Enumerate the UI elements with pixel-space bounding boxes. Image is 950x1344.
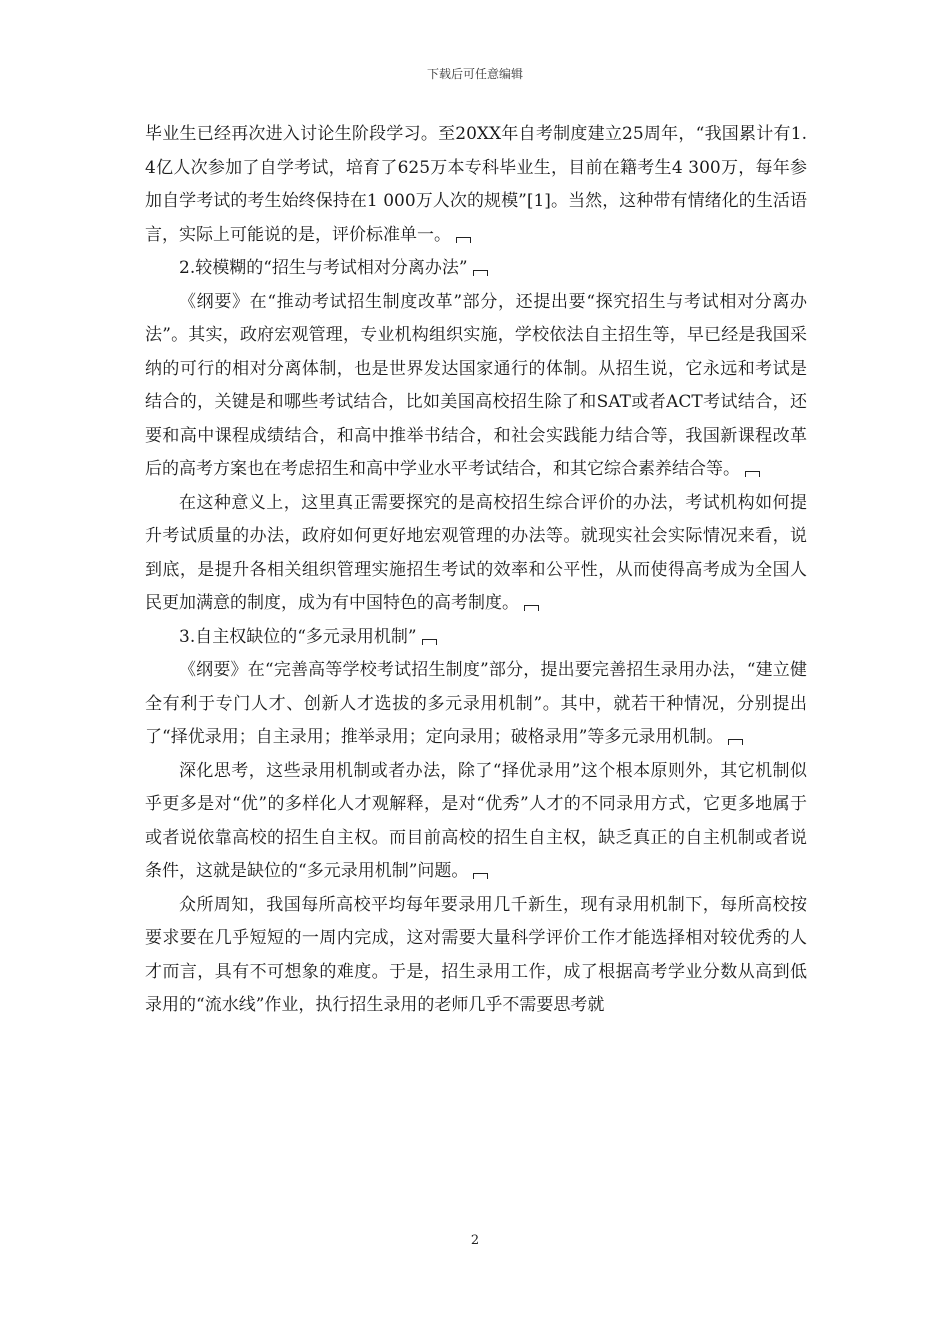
paragraph-mark-icon <box>745 471 760 477</box>
paragraph-mark-icon <box>456 237 471 243</box>
paragraph-text: 在这种意义上，这里真正需要探究的是高校招生综合评价的办法，考试机构如何提升考试质量的办法，政府如何更好地宏观管理的办法等。就现实社会实际情况来看，说到底，是提升各相关组织管理实施招生考试的效率和公平性，从而使得高考成为全国人民更加满意的制度，成为有中国特色的高考制度。 <box>145 492 807 613</box>
heading-text: 3.自主权缺位的“多元录用机制” <box>179 626 417 647</box>
section-heading-3 <box>145 621 807 655</box>
paragraph-mark-icon <box>473 270 488 276</box>
paragraph-6 <box>145 654 807 755</box>
paragraph-text: 毕业生已经再次进入讨论生阶段学习。至20XX年自考制度建立25周年，“我国累计有1.4亿人次参加了自学考试，培育了625万本专科毕业生，目前在籍考生4 300万，每年参加自学考试的考生始终保持在1 000万人次的规模”[1]。当然，这种带有情绪化的生活语言，实际上可能说的是，评价标准单一。 <box>145 124 807 245</box>
paragraph-3 <box>145 286 807 487</box>
paragraph-mark-icon <box>473 873 488 879</box>
paragraph-text: 深化思考，这些录用机制或者办法，除了“择优录用”这个根本原则外，其它机制似乎更多是对“优”的多样化人才观解释，是对“优秀”人才的不同录用方式，它更多地属于或者说依靠高校的招生自主权。而目前高校的招生自主权，缺乏真正的自主机制或者说条件，这就是缺位的“多元录用机制”问题。 <box>145 760 807 881</box>
paragraph-8 <box>145 889 807 1023</box>
document-body <box>145 118 807 1023</box>
paragraph-text: 《纲要》在“完善高等学校考试招生制度”部分，提出要完善招生录用办法，“建立健全有利于专门人才、创新人才选拔的多元录用机制”。其中，就若干种情况，分别提出了“择优录用；自主录用；推举录用；定向录用；破格录用”等多元录用机制。 <box>145 660 807 747</box>
paragraph-1 <box>145 118 807 252</box>
paragraph-text: 众所周知，我国每所高校平均每年要录用几千新生，现有录用机制下，每所高校按要求要在几乎短短的一周内完成，这对需要大量科学评价工作才能选择相对较优秀的人才而言，具有不可想象的难度。于是，招生录用工作，成了根据高考学业分数从高到低录用的“流水线”作业，执行招生录用的老师几乎不需要思考就 <box>145 894 807 1015</box>
page-number: 2 <box>470 1233 480 1248</box>
paragraph-mark-icon <box>524 605 539 611</box>
paragraph-4 <box>145 487 807 621</box>
paragraph-7 <box>145 755 807 889</box>
paragraph-mark-icon <box>728 739 743 745</box>
paragraph-text: 《纲要》在“推动考试招生制度改革”部分，还提出要“探究招生与考试相对分离办法”。其实，政府宏观管理，专业机构组织实施，学校依法自主招生等，早已经是我国采纳的可行的相对分离体制，也是世界发达国家通行的体制。从招生说，它永远和考试是结合的，关键是和哪些考试结合，比如美国高校招生除了和SAT或者ACT考试结合，还要和高中课程成绩结合，和高中推举书结合，和社会实践能力结合等，我国新课程改革后的高考方案也在考虑招生和高中学业水平考试结合，和其它综合素养结合等。 <box>145 291 807 479</box>
paragraph-mark-icon <box>422 639 437 645</box>
page-header: 下载后可任意编辑 <box>426 67 523 81</box>
heading-text: 2.较模糊的“招生与考试相对分离办法” <box>179 258 468 278</box>
section-heading-2 <box>145 252 807 286</box>
